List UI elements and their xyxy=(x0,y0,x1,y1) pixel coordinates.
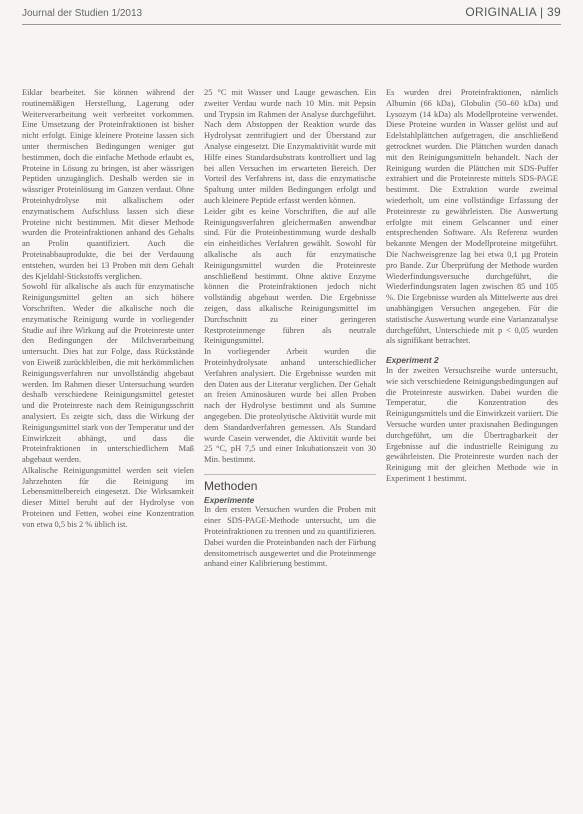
paragraph: Sowohl für alkalische als auch für enzymatische Reinigungsmittel gelten an sich höhere Vorschriften. Weder die alkalische noch die enzymatische Reinigung wurde in vorliegender Studie auf ihre Wirkung auf die Proteinreste unter den Bedingungen der Milchverarbeitung untersucht. Dies hat zur Folge, dass Rückstände von Eiweiß zurückbleiben, die mit herkömmlichen Reinigungsverfahren nur unvollständig abgebaut werden. Im Rahmen dieser Untersuchung wurden deshalb verschiedene Reinigungsmittel getestet und die Proteinreste nach dem Reinigungsschritt analysiert. Es zeigte sich, dass die Wirkung der Reinigungsmittel stark von der Temperatur und der Einwirkzeit abhängt, und dass die Proteinfraktionen in unterschiedlichem Maß abgebaut werden. xyxy=(22,282,194,465)
text-column-2 xyxy=(204,88,376,570)
subsection-heading: Experiment 2 xyxy=(386,355,439,366)
section-heading-methoden: Methoden xyxy=(204,474,376,492)
paragraph: Es wurden drei Proteinfraktionen, nämlich Albumin (66 kDa), Globulin (50–60 kDa) und Lysozym (14 kDa) als Modellproteine verwendet. Diese Proteine wurden in Wasser gelöst und auf Edelstahlplättchen aufgetragen, die anschließend getrocknet wurden. Die Plättchen wurden danach mit den Reinigungsmitteln behandelt. Nach der Reinigung wurden die Plättchen mit SDS-Puffer extrahiert und die Proteinreste mittels SDS-PAGE bestimmt. Die Extraktion wurde zweimal wiederholt, um eine vollständige Erfassung der Proteinreste zu gewährleisten. Die Auswertung erfolgte mit einem Gelscanner und einer entsprechenden Software. Als Referenz wurden bekannte Mengen der Modellproteine mitgeführt. Die Nachweisgrenze lag bei etwa 0,1 µg Protein pro Bande. Zur Überprüfung der Methode wurden Wiederfindungsversuche durchgeführt, die Wiederfindungsraten lagen zwischen 85 und 105 %. Die Ergebnisse wurden als Mittelwerte aus drei unabhängigen Versuchen angegeben. Für die statistische Auswertung wurde eine Varianzanalyse durchgeführt, Unterschiede mit p < 0,05 wurden als signifikant betrachtet. xyxy=(386,88,558,346)
paragraph: Alkalische Reinigungsmittel werden seit vielen Jahrzehnten für die Reinigung im Lebensmittelbereich eingesetzt. Die Wirksamkeit dieser Mittel beruht auf der Hydrolyse von Proteinen und Fetten, wobei eine Konzentration von etwa 0,5 bis 2 % üblich ist. xyxy=(22,465,194,529)
header-rule xyxy=(22,24,561,25)
text-column-1 xyxy=(22,88,194,531)
paragraph: 25 °C mit Wasser und Lauge gewaschen. Ein zweiter Verdau wurde nach 10 Min. mit Pepsin und Trypsin im Rahmen der Analyse durchgeführt. Nach dem Abstoppen der Reaktion wurde das Hydrolysat zentrifugiert und der Überstand zur Analyse eingesetzt. Die Enzymaktivität wurde mit Hilfe eines Standardsubstrats kontrolliert und lag bei allen Versuchen im erwarteten Bereich. Der Vorteil des Verfahrens ist, dass die enzymatische Spaltung unter milden Bedingungen erfolgt und auch kleinere Peptide erfasst werden können. xyxy=(204,88,376,205)
paragraph: In vorliegender Arbeit wurden die Proteinhydrolysate anhand unterschiedlicher Verfahren analysiert. Die Ergebnisse wurden mit den Daten aus der Literatur verglichen. Der Gehalt an freien Aminosäuren wurde bei allen Proben nach der Hydrolyse bestimmt und als Summe angegeben. Die proteolytische Aktivität wurde mit dem Standardverfahren gemessen. Als Standard wurde Casein verwendet, die Aktivität wurde bei 25 °C, pH 7,5 und einer Inkubationszeit von 30 Min. bestimmt. xyxy=(204,347,376,465)
running-header-section: ORIGINALIA | 39 xyxy=(465,5,561,19)
paragraph: In den ersten Versuchen wurden die Proben mit einer SDS-PAGE-Methode untersucht, um die Proteinfraktionen zu trennen und zu quantifizieren. Dabei wurden die Proteinbanden nach der Färbung densitometrisch ausgewertet und die Proteinmenge anhand einer Kalibrierung bestimmt. xyxy=(204,505,376,569)
subsection-heading: Experimente xyxy=(204,494,255,505)
text-column-3 xyxy=(386,88,558,485)
paragraph: Leider gibt es keine Vorschriften, die auf alle Reinigungsverfahren gleichermaßen anwendbar sind. Für die Proteinbestimmung wurde deshalb ein einheitliches Verfahren gewählt. Sowohl für alkalische als auch für enzymatische Reinigungsmittel wurden die Proteinreste anschließend bestimmt. Ohne aktive Enzyme können die Proteinfraktionen jedoch nicht vollständig abgebaut werden. Die Ergebnisse zeigen, dass alkalische Reinigungsmittel im Durchschnitt zu einer geringeren Restproteinmenge führen als neutrale Reinigungsmittel. xyxy=(204,206,376,346)
running-header-journal: Journal der Studien 1/2013 xyxy=(22,8,143,19)
paragraph: Eiklar bearbeitet. Sie können während der routinemäßigen Herstellung, Lagerung oder Weiterverarbeitung weit verbreitet vorkommen. Eine Umsetzung der Proteinfraktionen ist bisher nicht erfolgt. Einige kleinere Proteine lassen sich unter thermischen Bedingungen weniger gut bestimmen, doch die einfache Methode erlaubt es, Proteine in Lösung zu bringen, ist aber wässrigen Peptiden unzugänglich. Deshalb werden sie in wässriger Proteinlösung im Ganzen verdaut. Ohne Proteinhydrolyse mit alkalischem oder enzymatischem Aufschluss lassen sich diese Proteine nicht bestimmen. Mit dieser Methode wurden die Proteinfraktionen anhand des Gehalts an Prolin quantifiziert. Auch die Proteinabbauprodukte, die bei der Verdauung entstehen, wurden bei 13 Proben mit dem Gehalt des Kjeldahl-Stickstoffs verglichen. xyxy=(22,88,194,281)
paragraph: In der zweiten Versuchsreihe wurde untersucht, wie sich verschiedene Reinigungsbedingungen auf die Proteinreste auswirken. Dabei wurden die Temperatur, die Konzentration des Reinigungsmittels und die Einwirkzeit variiert. Die Versuche wurden unter praxisnahen Bedingungen durchgeführt, um die Übertragbarkeit der Ergebnisse auf die industrielle Reinigung zu gewährleisten. Die Proteinreste wurden nach der Reinigung mit der gleichen Methode wie in Experiment 1 bestimmt. xyxy=(386,365,558,483)
